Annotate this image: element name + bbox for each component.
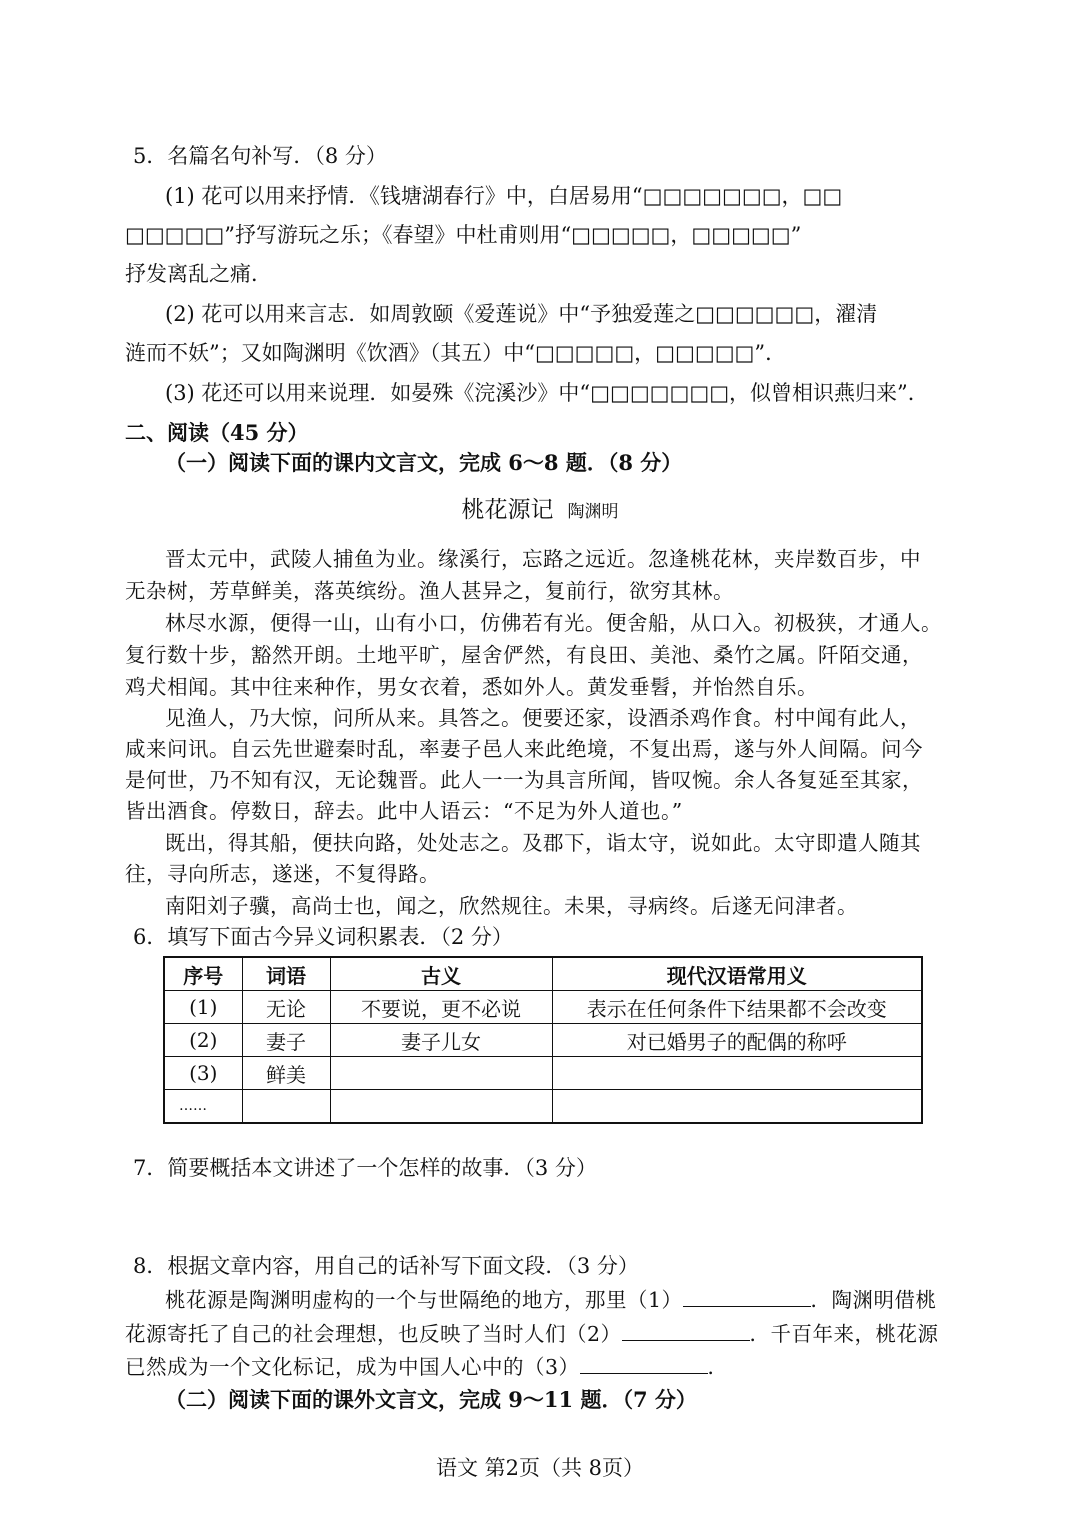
q8-title: 8．根据文章内容，用自己的话补写下面文段．（3 分）: [133, 1254, 639, 1278]
cell-modern-answer[interactable]: [552, 1057, 922, 1090]
q5-part1-line2: □□□□□”抒写游玩之乐；《春望》中杜甫则用“□□□□□，□□□□□”: [125, 223, 802, 247]
q8-line3: [125, 1351, 729, 1383]
passage-line: 往，寻向所志，遂迷，不复得路。: [125, 862, 440, 886]
header-word: 词语: [242, 957, 330, 991]
cell-ancient[interactable]: [330, 1090, 552, 1124]
q5-part1-line1: (1) 花可以用来抒情．《钱塘湖春行》中，白居易用“□□□□□□□，□□: [165, 184, 843, 208]
passage-line: 鸡犬相闻。其中往来种作，男女衣着，悉如外人。黄发垂髫，并怡然自乐。: [125, 675, 818, 699]
header-ancient-meaning: 古义: [330, 957, 552, 991]
passage-line: 无杂树，芳草鲜美，落英缤纷。渔人甚异之，复前行，欲穷其林。: [125, 579, 734, 603]
cell-word: 无论: [242, 991, 330, 1024]
passage-line: 复行数十步，豁然开朗。土地平旷，屋舍俨然，有良田、美池、桑竹之属。阡陌交通，: [125, 643, 923, 667]
q5-part3-line1: (3) 花还可以用来说理．如晏殊《浣溪沙》中“□□□□□□□，似曾相识燕归来”．: [165, 381, 929, 405]
q8-line1-start: 桃花源是陶渊明虚构的一个与世隔绝的地方，那里（1）: [165, 1288, 683, 1312]
section2-part1-heading: （一）阅读下面的课内文言文，完成 6～8 题．（8 分）: [165, 450, 683, 475]
answer-blank-1[interactable]: [683, 1286, 811, 1307]
passage-line: 既出，得其船，便扶向路，处处志之。及郡下，诣太守，说如此。太守即遣人随其: [165, 831, 921, 855]
passage-line: 南阳刘子骥，高尚士也，闻之，欣然规往。未果，寻病终。后遂无问津者。: [165, 894, 858, 918]
q8-line3-end: ．: [707, 1355, 729, 1379]
vocab-table: [163, 956, 923, 1124]
cell-index: (2): [164, 1024, 242, 1057]
q5-title: 5．名篇名句补写．（8 分）: [133, 144, 387, 168]
q8-line1: [165, 1284, 937, 1316]
table-row: [164, 1024, 922, 1057]
q8-line2-start: 花源寄托了自己的社会理想，也反映了当时人们（2）: [125, 1322, 622, 1346]
cell-index: ……: [164, 1090, 242, 1124]
q8-line2: [125, 1318, 939, 1350]
section2-part2-heading: （二）阅读下面的课外文言文，完成 9～11 题．（7 分）: [165, 1387, 697, 1412]
passage-author: 陶渊明: [567, 502, 619, 522]
answer-blank-2[interactable]: [622, 1320, 750, 1341]
passage-title: 桃花源记: [461, 497, 554, 523]
cell-index: (3): [164, 1057, 242, 1090]
passage-line: 咸来问讯。自云先世避秦时乱，率妻子邑人来此绝境，不复出焉，遂与外人间隔。问今: [125, 737, 923, 761]
passage-line: 晋太元中，武陵人捕鱼为业。缘溪行，忘路之远近。忽逢桃花林，夹岸数百步，中: [165, 547, 921, 571]
cell-modern[interactable]: [552, 1090, 922, 1124]
cell-ancient: 妻子儿女: [330, 1024, 552, 1057]
header-index: 序号: [164, 957, 242, 991]
passage-line: 见渔人，乃大惊，问所从来。具答之。便要还家，设酒杀鸡作食。村中闻有此人，: [165, 706, 921, 730]
q5-part1-line3: 抒发离乱之痛．: [125, 262, 272, 286]
q6-title: 6．填写下面古今异义词积累表．（2 分）: [133, 925, 513, 949]
header-modern-meaning: 现代汉语常用义: [552, 957, 922, 991]
table-row: [164, 1057, 922, 1090]
q8-line2-end: ．千百年来，桃花源: [749, 1322, 939, 1346]
q8-line3-start: 已然成为一个文化标记，成为中国人心中的（3）: [125, 1355, 580, 1379]
q5-part2-line2: 涟而不妖”；又如陶渊明《饮酒》（其五）中“□□□□□，□□□□□”．: [125, 341, 787, 365]
cell-word: 妻子: [242, 1024, 330, 1057]
passage-header: [0, 494, 1080, 528]
cell-word: 鲜美: [242, 1057, 330, 1090]
q8-line1-end: ．陶渊明借桃: [810, 1288, 937, 1312]
cell-modern: 对已婚男子的配偶的称呼: [552, 1024, 922, 1057]
answer-blank-3[interactable]: [580, 1353, 708, 1374]
cell-ancient: 不要说，更不必说: [330, 991, 552, 1024]
cell-index: (1): [164, 991, 242, 1024]
table-row: [164, 1090, 922, 1124]
page-footer: 语文 第2页（共 8页）: [435, 1456, 645, 1480]
passage-line: 皆出酒食。停数日，辞去。此中人语云：“不足为外人道也。”: [125, 799, 683, 823]
cell-word[interactable]: [242, 1090, 330, 1124]
q7-title: 7．简要概括本文讲述了一个怎样的故事．（3 分）: [133, 1156, 597, 1180]
table-header-row: [164, 957, 922, 991]
section2-heading: 二、阅读（45 分）: [125, 420, 309, 445]
cell-ancient-answer[interactable]: [330, 1057, 552, 1090]
passage-line: 林尽水源，便得一山，山有小口，仿佛若有光。便舍船，从口入。初极狭，才通人。: [165, 611, 942, 635]
table-row: [164, 991, 922, 1024]
cell-modern: 表示在任何条件下结果都不会改变: [552, 991, 922, 1024]
q5-part2-line1: (2) 花可以用来言志．如周敦颐《爱莲说》中“予独爱莲之□□□□□□，濯清: [165, 302, 878, 326]
passage-line: 是何世，乃不知有汉，无论魏晋。此人一一为具言所闻，皆叹惋。余人各复延至其家，: [125, 768, 923, 792]
